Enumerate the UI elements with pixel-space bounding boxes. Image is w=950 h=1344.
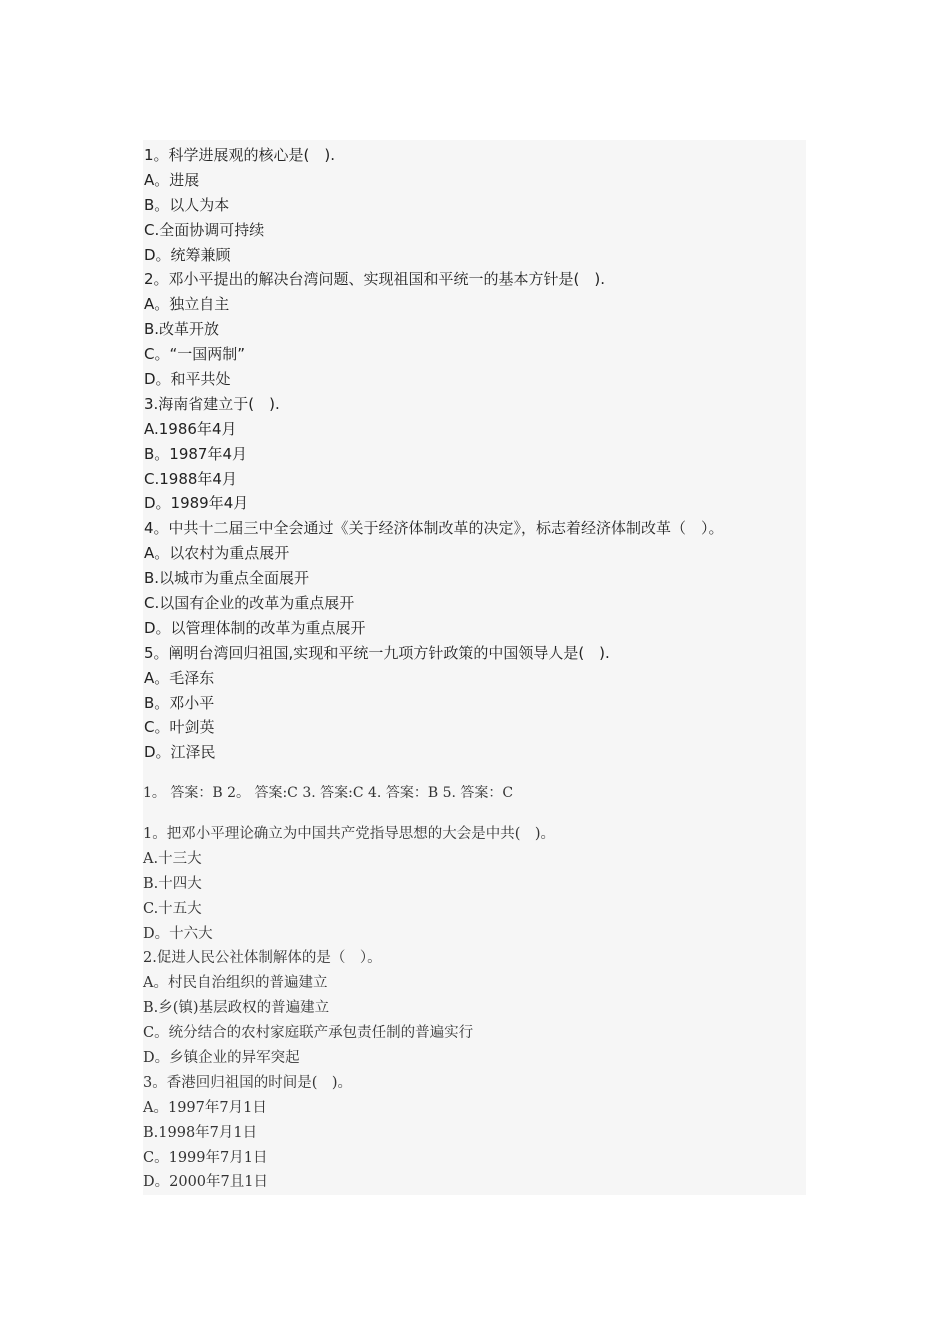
question-5-option-a: A。毛泽东	[144, 668, 215, 687]
question-3-option-a: A.1986年4月	[144, 419, 237, 438]
question-3-option-c: C.1988年4月	[144, 469, 237, 488]
question-1-option-a: A。进展	[144, 170, 200, 189]
question-2-option-c: C。统分结合的农村家庭联产承包责任制的普遍实行	[143, 1025, 474, 1042]
document-page	[143, 140, 806, 1195]
question-1-option-b: B。以人为本	[144, 195, 230, 214]
question-3-option-d: D。2000年7且1日	[143, 1174, 268, 1191]
question-5-option-d: D。江泽民	[144, 743, 216, 762]
question-4-option-c: C.以国有企业的改革为重点展开	[144, 594, 355, 613]
question-2-option-d: D。和平共处	[144, 370, 231, 389]
question-2-option-c: C。“一国两制”	[144, 345, 246, 364]
question-2-option-a: A。独立自主	[144, 295, 230, 314]
question-2-option-b: B.改革开放	[144, 320, 220, 339]
question-4-stem: 4。中共十二届三中全会通过《关于经济体制改革的决定》，标志着经济体制改革（ ）。	[144, 519, 724, 538]
question-4-option-d: D。以管理体制的改革为重点展开	[144, 618, 366, 637]
question-1-option-c: C.十五大	[143, 900, 202, 917]
question-1-option-d: D。十六大	[143, 925, 213, 942]
question-3-option-b: B。1987年4月	[144, 444, 248, 463]
question-1-option-a: A.十三大	[143, 850, 202, 867]
question-2-option-b: B.乡(镇)基层政权的普遍建立	[143, 1000, 330, 1017]
question-4-option-b: B.以城市为重点全面展开	[144, 569, 310, 588]
question-2-stem: 2.促进人民公社体制解体的是（ ）。	[143, 950, 382, 967]
question-3-option-b: B.1998年7月1日	[143, 1124, 258, 1141]
question-section-2	[143, 822, 806, 1195]
question-1-option-d: D。统筹兼顾	[144, 245, 231, 264]
question-1-option-b: B.十四大	[143, 875, 202, 892]
question-3-stem: 3。香港回归祖国的时间是( )。	[143, 1074, 353, 1091]
question-1-stem: 1。科学进展观的核心是( ).	[144, 146, 336, 164]
question-2-option-a: A。村民自治组织的普遍建立	[143, 975, 328, 992]
question-5-option-b: B。邓小平	[144, 693, 215, 712]
question-3-option-a: A。1997年7月1日	[143, 1099, 267, 1116]
question-3-stem: 3.海南省建立于( ).	[144, 394, 280, 413]
question-3-option-d: D。1989年4月	[144, 494, 249, 513]
question-5-stem: 5。阐明台湾回归祖国,实现和平统一九项方针政策的中国领导人是( ).	[144, 643, 610, 662]
question-5-option-c: C。叶剑英	[144, 718, 215, 737]
question-3-option-c: C。1999年7月1日	[143, 1149, 268, 1166]
answer-key: 1。 答案：B 2。 答案:C 3. 答案:C 4. 答案：B 5. 答案：C	[143, 785, 514, 801]
question-2-stem: 2。邓小平提出的解决台湾问题、实现祖国和平统一的基本方针是( ).	[144, 270, 606, 289]
question-4-option-a: A。以农村为重点展开	[144, 544, 290, 563]
question-1-option-c: C.全面协调可持续	[144, 220, 265, 239]
question-section-1	[143, 143, 806, 765]
question-1-stem: 1。把邓小平理论确立为中国共产党指导思想的大会是中共( )。	[143, 826, 556, 842]
question-2-option-d: D。乡镇企业的异军突起	[143, 1050, 300, 1067]
